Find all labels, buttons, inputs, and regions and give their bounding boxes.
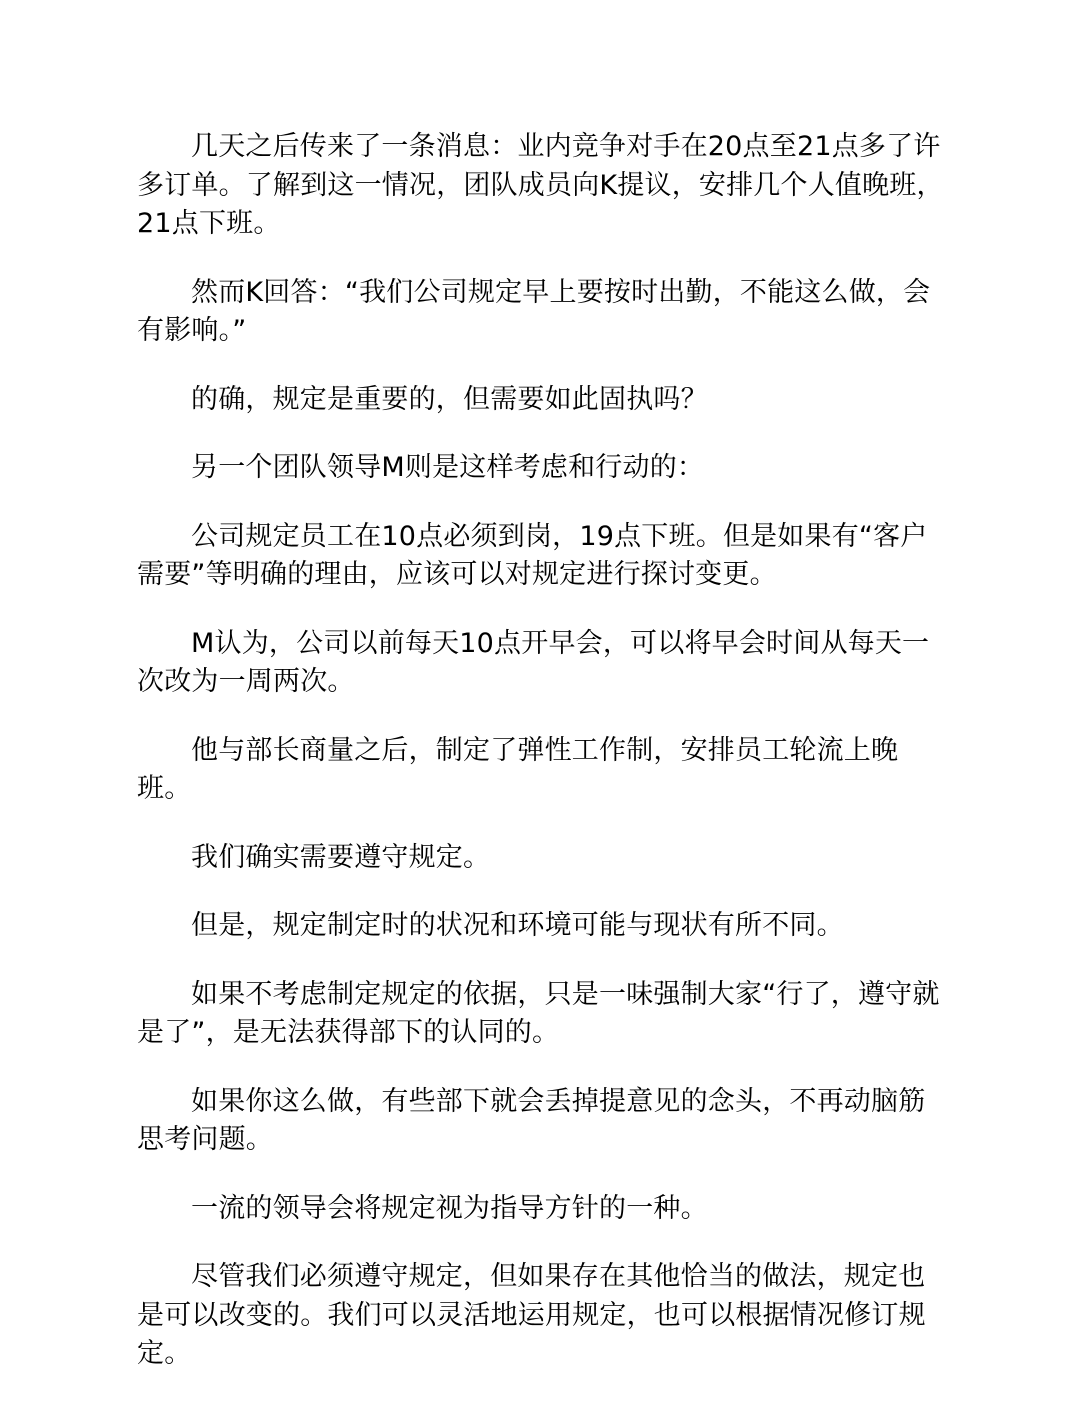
paragraph-10: 如果不考虑制定规定的依据，只是一味强制大家“行了，遵守就是了”，是无法获得部下的认同的。 [137, 978, 940, 1048]
paragraph-2: 然而K回答：“我们公司规定早上要按时出勤，不能这么做，会有影响。” [137, 276, 931, 346]
paragraph-3: 的确，规定是重要的，但需要如此固执吗？ [191, 383, 708, 415]
paragraph-8: 我们确实需要遵守规定。 [191, 841, 491, 873]
paragraph-13: 尽管我们必须遵守规定，但如果存在其他恰当的做法，规定也是可以改变的。我们可以灵活地运用规定，也可以根据情况修订规定。 [137, 1261, 926, 1369]
paragraph-5: 公司规定员工在10点必须到岗，19点下班。但是如果有“客户需要”等明确的理由，应该可以对规定进行探讨变更。 [137, 520, 928, 590]
paragraph-6: M认为，公司以前每天10点开早会，可以将早会时间从每天一次改为一周两次。 [137, 627, 930, 697]
paragraph-11: 如果你这么做，有些部下就会丢掉提意见的念头，不再动脑筋思考问题。 [137, 1085, 926, 1155]
document-body [137, 128, 945, 1404]
paragraph-1: 几天之后传来了一条消息：业内竞争对手在20点至21点多了许多订单。了解到这一情况，团队成员向K提议，安排几个人值晚班，21点下班。 [137, 131, 944, 239]
paragraph-4: 另一个团队领导M则是这样考虑和行动的： [191, 452, 705, 483]
paragraph-7: 他与部长商量之后，制定了弹性工作制，安排员工轮流上晚班。 [137, 734, 899, 804]
paragraph-12: 一流的领导会将规定视为指导方针的一种。 [191, 1192, 708, 1224]
paragraph-9: 但是，规定制定时的状况和环境可能与现状有所不同。 [191, 910, 844, 941]
